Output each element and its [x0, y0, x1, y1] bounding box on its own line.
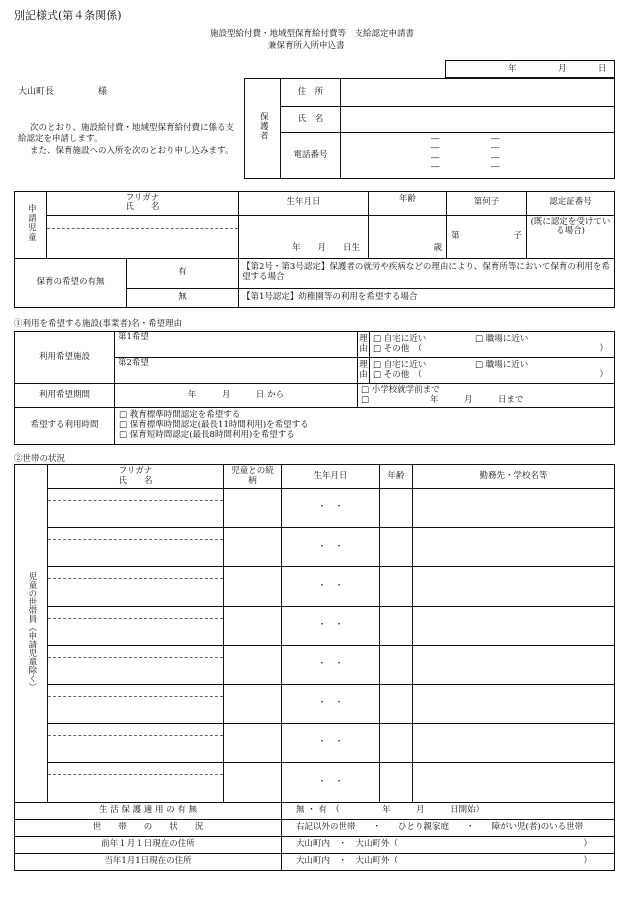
member-work-field[interactable]	[413, 489, 615, 528]
wish-label: 保育の希望の有無	[15, 258, 127, 307]
wish-no-text: 【第1号認定】幼稚園等の利用を希望する場合	[239, 288, 615, 307]
applicant-furigana-label: フリガナ	[125, 192, 160, 203]
member-relation-field[interactable]	[224, 724, 282, 763]
welfare-label: 生 活 保 護 適 用 の 有 無	[15, 802, 282, 819]
addressee-name: 大山町長	[18, 87, 55, 97]
date-day: 日	[598, 64, 607, 74]
member-relation-field[interactable]	[224, 645, 282, 684]
member-relation-field[interactable]	[224, 685, 282, 724]
phone-sep: ―	[491, 143, 500, 154]
second-choice-field[interactable]: 第2希望	[115, 358, 358, 384]
member-age-field[interactable]	[380, 567, 413, 606]
section1-heading: ①利用を希望する施設(事業者)名・希望理由	[14, 319, 183, 329]
phone-sep: ―	[431, 162, 440, 173]
member-age-field[interactable]	[380, 645, 413, 684]
reason-field-2[interactable]: □ 自宅に近い □ 職場に近い □ その他 （ ）	[370, 358, 615, 384]
applicant-cert-field[interactable]: (既に認定を受けている場合)	[527, 215, 615, 258]
period-label: 利用希望期間	[15, 384, 115, 408]
phone-sep: ―	[491, 152, 500, 163]
member-birth-field[interactable]: ・ ・	[282, 645, 380, 684]
member-name-field[interactable]	[48, 685, 224, 724]
other-checkbox[interactable]: □ その他 （	[373, 343, 422, 354]
member-name-field[interactable]	[48, 724, 224, 763]
applicant-name-field[interactable]	[47, 215, 239, 258]
household-table	[14, 464, 615, 871]
order-prefix: 第	[451, 230, 460, 241]
near-home-checkbox[interactable]: □ 自宅に近い	[373, 333, 427, 344]
order-unit: 子	[513, 230, 522, 241]
phone-sep: ―	[431, 134, 440, 144]
household-status-label: 世 帯 の 状 況	[15, 819, 282, 836]
phone-sep: ―	[431, 143, 440, 154]
wish-yes-text: 【第2号・第3号認定】保護者の就労や疾病などの理由により、保育所等において保育の利用を希望する場合	[239, 258, 615, 288]
section1-table	[14, 331, 615, 445]
guardian-address-field[interactable]	[341, 79, 615, 107]
applicant-section-label: 申請児童	[15, 192, 47, 259]
time-options	[115, 408, 615, 445]
wish-yes[interactable]: 有	[127, 258, 239, 288]
member-age-field[interactable]	[380, 606, 413, 645]
household-birth-header: 生年月日	[282, 465, 380, 489]
member-relation-field[interactable]	[224, 528, 282, 567]
member-name-field[interactable]	[48, 567, 224, 606]
member-work-field[interactable]	[413, 685, 615, 724]
prev-address-field[interactable]: 大山町内 ・ 大山町外（ ）	[282, 836, 615, 853]
intro-text	[18, 123, 234, 157]
until-date-checkbox[interactable]: □	[361, 394, 370, 405]
period-from-field[interactable]: 年 月 日 から	[115, 384, 358, 408]
member-birth-field[interactable]: ・ ・	[282, 567, 380, 606]
member-age-field[interactable]	[380, 763, 413, 802]
date-year: 年	[508, 64, 517, 74]
member-age-field[interactable]	[380, 724, 413, 763]
near-work-checkbox[interactable]: □ 職場に近い	[475, 333, 529, 344]
time-label: 希望する利用時間	[15, 408, 115, 445]
guardian-address-label: 住 所	[281, 79, 341, 107]
applicant-birth-field[interactable]: 年 月 日生	[239, 215, 369, 258]
first-choice-field[interactable]: 第1希望	[115, 332, 358, 358]
facility-label: 利用希望施設	[15, 332, 115, 384]
time-education-checkbox[interactable]: □ 教育標準時間認定を希望する	[119, 410, 241, 421]
applicant-order-field[interactable]	[447, 215, 527, 258]
applicant-order-header: 第何子	[447, 192, 527, 216]
member-name-field[interactable]	[48, 528, 224, 567]
member-name-field[interactable]	[48, 489, 224, 528]
prev-address-label: 前年１月１日現在の住所	[15, 836, 282, 853]
phone-sep: ―	[491, 162, 500, 173]
member-age-field[interactable]	[380, 528, 413, 567]
form-label: 別記様式(第４条関係)	[14, 9, 122, 22]
section2-heading: ②世帯の状況	[14, 454, 66, 464]
guardian-phone-label: 電話番号	[281, 133, 341, 179]
intro-para1: 次のとおり、施設給付費・地域型保育給付費に係る支給認定を申請します。	[18, 123, 235, 145]
member-age-field[interactable]	[380, 685, 413, 724]
until-school-checkbox[interactable]: □ 小学校就学前まで	[361, 384, 440, 395]
other-checkbox[interactable]: □ その他 （	[373, 369, 422, 380]
member-relation-field[interactable]	[224, 763, 282, 802]
member-relation-field[interactable]	[224, 567, 282, 606]
intro-para2: また、保育施設への入所を次のとおり申し込みます。	[30, 145, 234, 156]
applicant-cert-header: 認定証番号	[527, 192, 615, 216]
member-relation-field[interactable]	[224, 606, 282, 645]
member-name-field[interactable]	[48, 606, 224, 645]
member-name-field[interactable]	[48, 645, 224, 684]
reason-field-1[interactable]: □ 自宅に近い □ 職場に近い □ その他 （ ）	[370, 332, 615, 358]
time-short-checkbox[interactable]: □ 保育短時間認定(最長8時間利用)を希望する	[119, 429, 295, 440]
member-birth-field[interactable]: ・ ・	[282, 763, 380, 802]
member-birth-field[interactable]: ・ ・	[282, 606, 380, 645]
guardian-name-label: 氏 名	[281, 107, 341, 133]
household-age-header: 年齢	[380, 465, 413, 489]
applicant-name-label: 氏 名	[125, 202, 160, 213]
reason-label-1: 理 由	[358, 332, 370, 358]
member-birth-field[interactable]: ・ ・	[282, 528, 380, 567]
reason-label-2: 理 由	[358, 358, 370, 384]
member-work-field[interactable]	[413, 763, 615, 802]
member-work-field[interactable]	[413, 567, 615, 606]
member-name-field[interactable]	[48, 763, 224, 802]
member-birth-field[interactable]: ・ ・	[282, 489, 380, 528]
curr-address-field[interactable]: 大山町内 ・ 大山町外（ ）	[282, 853, 615, 870]
near-work-checkbox[interactable]: □ 職場に近い	[475, 359, 529, 370]
member-work-field[interactable]	[413, 528, 615, 567]
applicant-furigana-header	[47, 192, 239, 216]
applicant-birth-header: 生年月日	[239, 192, 369, 216]
member-work-field[interactable]	[413, 645, 615, 684]
household-name-header: フリガナ 氏 名	[48, 465, 224, 489]
guardian-name-field[interactable]	[341, 107, 615, 133]
applicant-age-field[interactable]: 歳	[369, 215, 447, 258]
addressee-honorific: 様	[98, 87, 108, 97]
member-birth-field[interactable]: ・ ・	[282, 685, 380, 724]
period-until-field[interactable]: □ 小学校就学前まで □ 年 月 日まで	[358, 384, 615, 408]
guardian-section-label: 保護者	[245, 79, 281, 179]
household-work-header: 勤務先・学校名等	[413, 465, 615, 489]
applicant-age-header: 年齢	[369, 192, 447, 216]
household-status-field[interactable]: 右記以外の世帯 ・ ひとり親家庭 ・ 障がい児(者)のいる世帯	[282, 819, 615, 836]
member-relation-field[interactable]	[224, 489, 282, 528]
guardian-phone-field[interactable]	[341, 133, 615, 179]
household-side-label: 児童の世帯員（申請児童除く）	[15, 465, 48, 803]
phone-sep: ―	[431, 152, 440, 163]
member-age-field[interactable]	[380, 489, 413, 528]
date-month: 月	[558, 64, 567, 74]
form-title: 施設型給付費・地域型保育給付費等 支給認定申請書	[210, 29, 415, 39]
date-box[interactable]	[445, 60, 615, 78]
wish-no[interactable]: 無	[127, 288, 239, 307]
applicant-table	[14, 191, 615, 308]
household-relation-header: 児童との続柄	[224, 465, 282, 489]
time-standard-checkbox[interactable]: □ 保育標準時間認定(最長11時間利用)を希望する	[119, 420, 309, 431]
phone-sep: ―	[491, 134, 500, 144]
curr-address-label: 当年1月1日現在の住所	[15, 853, 282, 870]
form-subtitle: 兼保育所入所申込書	[268, 41, 345, 51]
welfare-field[interactable]: 無 ・ 有 （ 年 月 日開始）	[282, 802, 615, 819]
member-work-field[interactable]	[413, 724, 615, 763]
guardian-table	[244, 78, 615, 179]
member-birth-field[interactable]: ・ ・	[282, 724, 380, 763]
member-work-field[interactable]	[413, 606, 615, 645]
near-home-checkbox[interactable]: □ 自宅に近い	[373, 359, 427, 370]
